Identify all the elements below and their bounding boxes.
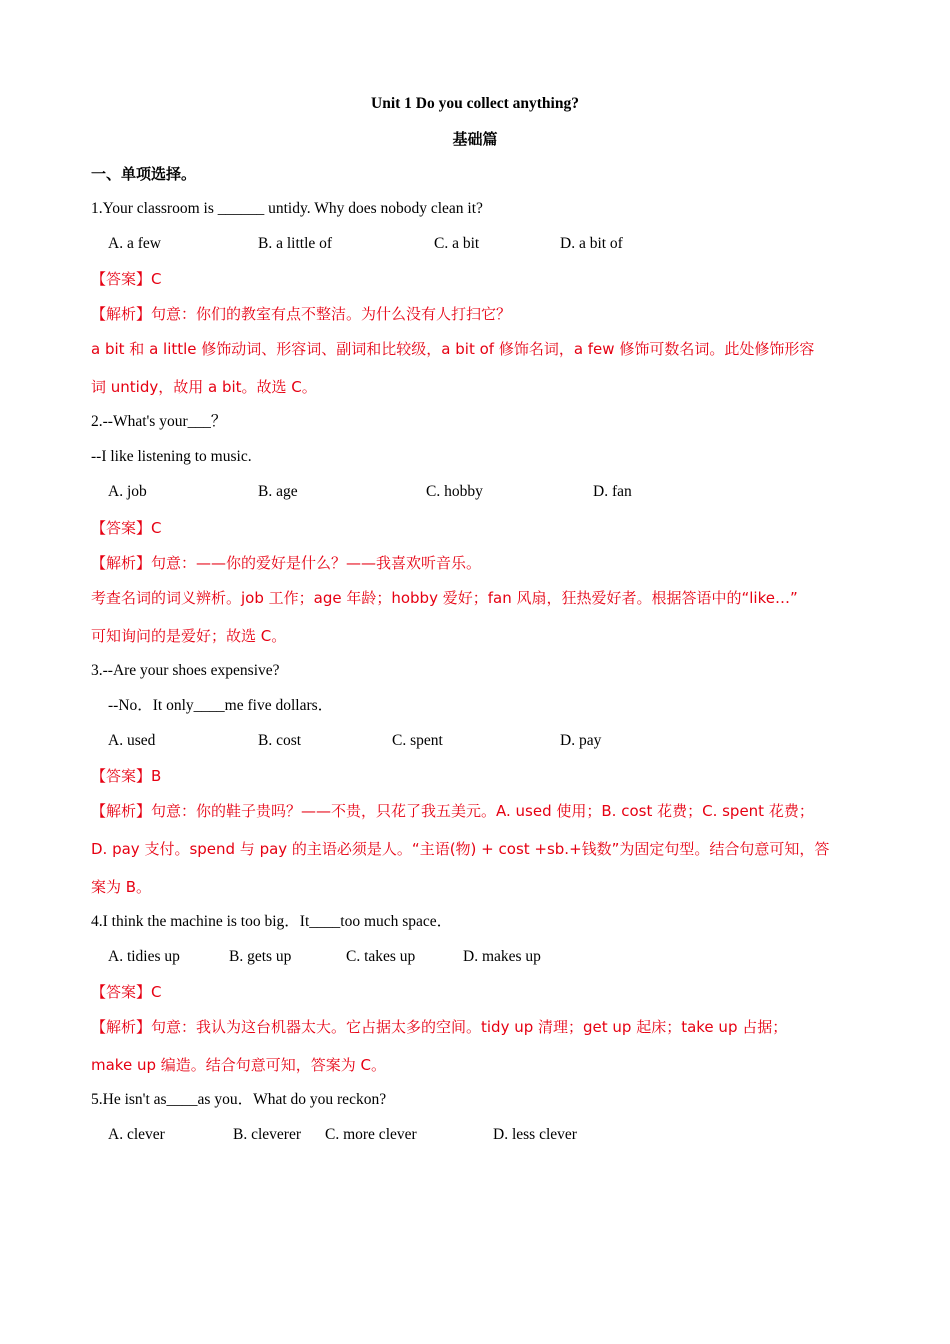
question-3-answer: 【答案】B: [91, 767, 162, 785]
section-heading: 一、单项选择。: [91, 165, 197, 183]
page-subtitle: 基础篇: [452, 130, 498, 148]
question-4-option-b: B. gets up: [229, 948, 292, 965]
question-1-option-a: A. a few: [108, 235, 161, 252]
question-1-option-c: C. a bit: [434, 235, 480, 252]
question-4-option-a: A. tidies up: [108, 948, 180, 965]
page-title: Unit 1 Do you collect anything?: [371, 95, 579, 112]
question-5-stem: 5.He isn't as____as you．What do you reckon?: [91, 1091, 387, 1108]
question-5-option-d: D. less clever: [493, 1126, 577, 1143]
question-2-option-b: B. age: [258, 483, 298, 500]
question-4-answer: 【答案】C: [91, 983, 162, 1001]
question-5-option-c: C. more clever: [325, 1126, 417, 1143]
question-2-option-a: A. job: [108, 483, 147, 500]
question-1-option-d: D. a bit of: [560, 235, 623, 252]
question-1-explanation-line: a bit 和 a little 修饰动词、形容词、副词和比较级，a bit of 修饰名词，a few 修饰可数名词。此处修饰形容: [91, 340, 815, 358]
question-2-explanation-line: 考查名词的词义辨析。job 工作；age 年龄；hobby 爱好；fan 风扇，狂热爱好者。根据答语中的“like…”: [91, 589, 798, 607]
question-2-explanation-line: 可知询问的是爱好；故选 C。: [91, 627, 287, 645]
question-4-explanation-line: 【解析】句意：我认为这台机器太大。它占据太多的空间。tidy up 清理；get up 起床；take up 占据；: [91, 1018, 788, 1036]
question-3-stem: 3.--Are your shoes expensive?: [91, 662, 280, 679]
question-2-stem-reply: --I like listening to music.: [91, 448, 252, 465]
question-4-option-c: C. takes up: [346, 948, 416, 965]
question-3-option-d: D. pay: [560, 732, 602, 749]
question-1-option-b: B. a little of: [258, 235, 333, 252]
question-1-stem: 1.Your classroom is ______ untidy. Why does nobody clean it?: [91, 200, 483, 217]
question-3-option-b: B. cost: [258, 732, 302, 749]
question-4-explanation-line: make up 编造。结合句意可知，答案为 C。: [91, 1056, 386, 1074]
question-1-explanation-line: 【解析】句意：你们的教室有点不整洁。为什么没有人打扫它？: [91, 305, 512, 323]
question-4-option-d: D. makes up: [463, 948, 541, 965]
question-2-explanation-line: 【解析】句意：——你的爱好是什么？——我喜欢听音乐。: [91, 554, 482, 572]
question-3-explanation-line: D. pay 支付。spend 与 pay 的主语必须是人。“主语(物) + cost +sb.+钱数”为固定句型。结合句意可知，答: [91, 840, 830, 858]
question-3-option-c: C. spent: [392, 732, 443, 749]
question-5-option-b: B. cleverer: [233, 1126, 301, 1143]
question-2-option-d: D. fan: [593, 483, 632, 500]
question-2-stem: 2.--What's your___？: [91, 413, 227, 430]
question-3-stem-reply: --No．It only____me five dollars．: [108, 697, 334, 714]
question-3-option-a: A. used: [108, 732, 156, 749]
question-3-explanation-line: 案为 B。: [91, 878, 152, 896]
question-2-option-c: C. hobby: [426, 483, 483, 500]
question-1-answer: 【答案】C: [91, 270, 162, 288]
question-5-option-a: A. clever: [108, 1126, 165, 1143]
question-1-explanation-line: 词 untidy，故用 a bit。故选 C。: [91, 378, 317, 396]
question-4-stem: 4.I think the machine is too big．It____too much space．: [91, 913, 453, 930]
question-3-explanation-line: 【解析】句意：你的鞋子贵吗？——不贵，只花了我五美元。A. used 使用；B. cost 花费；C. spent 花费；: [91, 802, 814, 820]
question-2-answer: 【答案】C: [91, 519, 162, 537]
